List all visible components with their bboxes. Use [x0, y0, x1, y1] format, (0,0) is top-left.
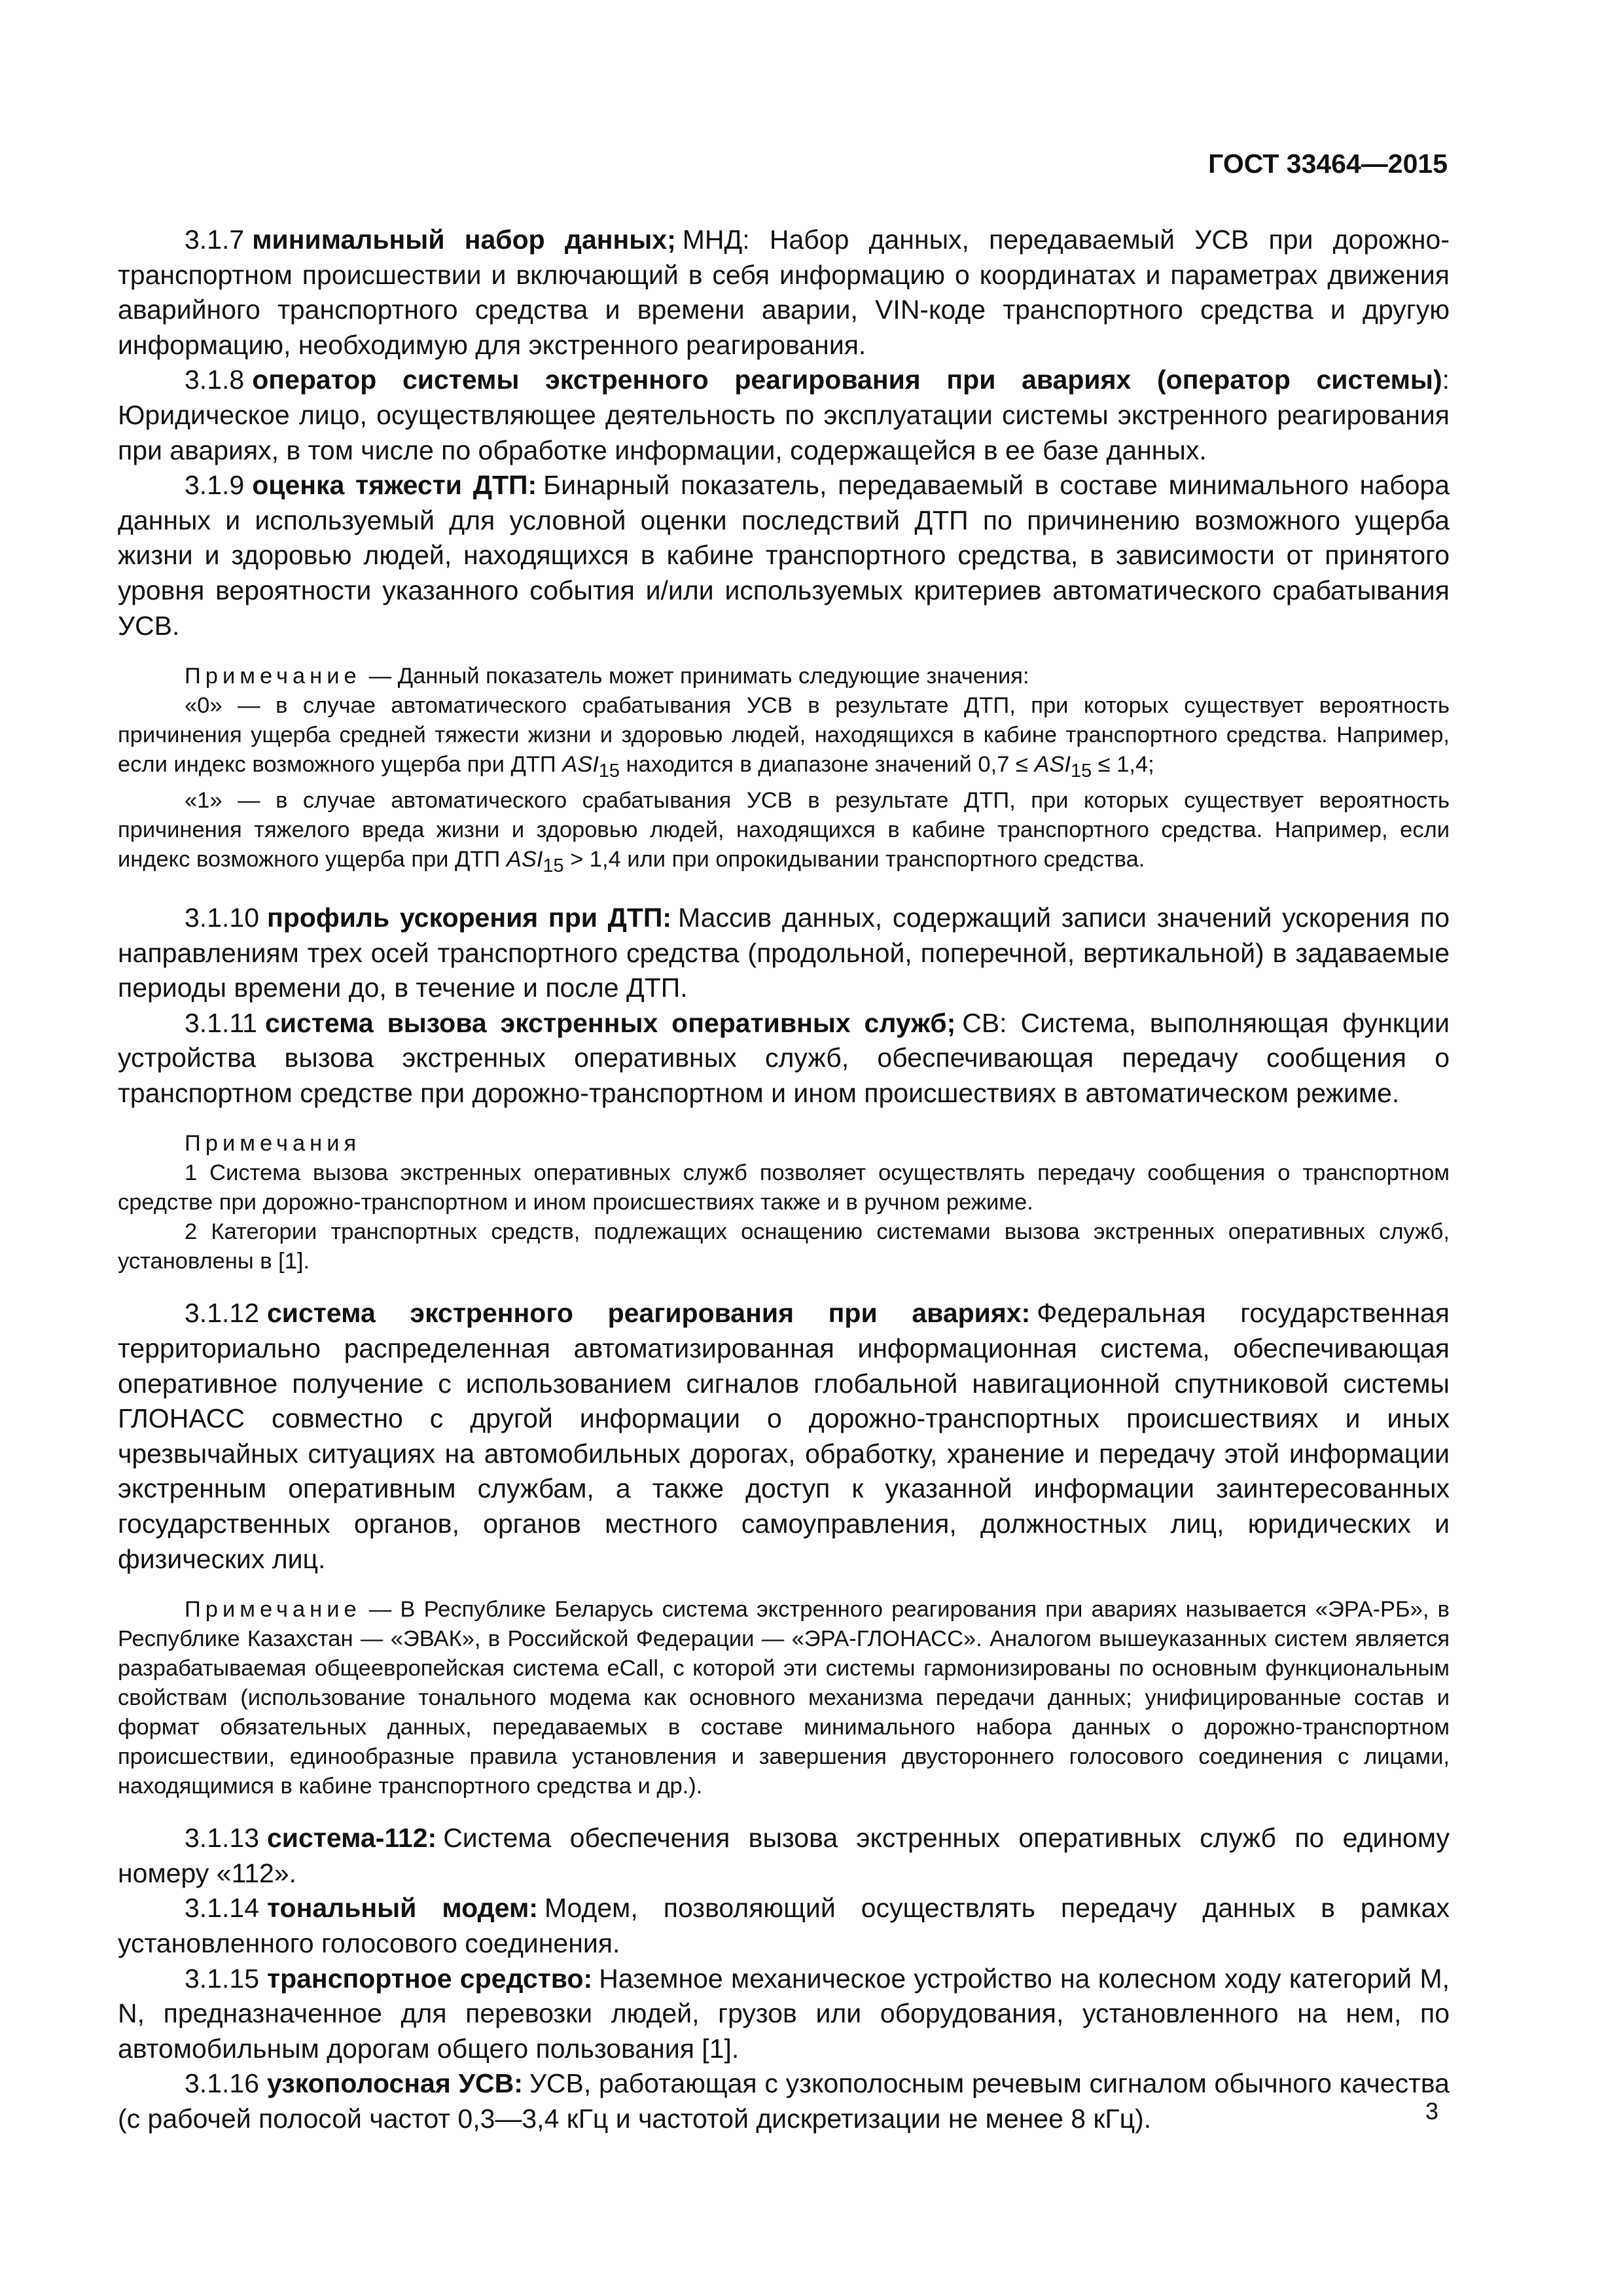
term-number: 3.1.11	[185, 1007, 257, 1038]
note-paragraph	[118, 1595, 1450, 1801]
term-name: система вызова экстренных оперативных служб;	[264, 1007, 956, 1038]
note-intro	[118, 662, 1450, 691]
note-value-1	[118, 786, 1450, 881]
term-number: 3.1.16	[185, 2068, 259, 2099]
document-body	[118, 223, 1450, 2137]
term-definition: Модем, позволяющий осуществлять передачу данных в рамках установленного голосового соединения.	[118, 1893, 1450, 1958]
note-3-1-9	[118, 662, 1450, 881]
term-definition: Федеральная государственная территориально распределенная автоматизированная информационная система, обеспечивающая оперативное получение с использованием сигналов глобальной навигационной спутниковой системы ГЛОНАСС совместно с другой информации о дорожно-транспортных происшествиях и иных чрезвычайных ситуациях на автомобильных дорогах, обработку, хранение и передачу этой информации экстренным оперативным службам, а также доступ к указанной информации заинтересованных государственных органов, органов местного самоуправления, должностных лиц, юридических и физических лиц.	[118, 1298, 1450, 1574]
term-3-1-9	[118, 468, 1450, 643]
term-name: оценка тяжести ДТП:	[252, 470, 537, 501]
term-name: узкополосная УСВ:	[267, 2068, 523, 2099]
note-text: ≤ 1,4;	[1097, 752, 1154, 778]
term-name: оператор системы экстренного реагирования при авариях (оператор системы)	[252, 365, 1442, 395]
term-number: 3.1.10	[185, 902, 259, 933]
note-item: 1 Система вызова экстренных оперативных служб позволяет осуществлять передачу сообщения о транспортном средстве при дорожно-транспортном и ином происшествиях также и в ручном режиме.	[118, 1160, 1450, 1215]
asi-subscript: 15	[598, 761, 620, 782]
note-label: Примечания	[185, 1131, 361, 1157]
term-number: 3.1.13	[185, 1823, 259, 1854]
term-definition: СВ: Система, выполняющая функции устройства вызова экстренных оперативных служб, обеспечивающая передачу сообщения о транспортном средстве при дорожно-транспортном и ином происшествиях в автоматическом режиме.	[118, 1007, 1450, 1108]
note-value-0	[118, 691, 1450, 786]
term-3-1-10	[118, 901, 1450, 1006]
note-text: находится в диапазоне значений 0,7 ≤	[626, 752, 1028, 778]
note-label: Примечание	[185, 664, 361, 689]
asi-symbol: ASI	[1034, 752, 1071, 778]
term-number: 3.1.12	[185, 1298, 259, 1329]
term-number: 3.1.9	[185, 470, 245, 501]
term-definition: Массив данных, содержащий записи значений ускорения по направлениям трех осей транспортного средства (продольной, поперечной, вертикальной) в задаваемые периоды времени до, в течение и после ДТП.	[118, 902, 1450, 1003]
note-text: > 1,4 или при опрокидывании транспортного средства.	[570, 847, 1145, 872]
term-name: система-112:	[267, 1823, 437, 1854]
document-header: ГОСТ 33464—2015	[1208, 149, 1448, 179]
note-text: — В Республике Беларусь система экстренного реагирования при авариях называется «ЭРА-РБ», в Республике Казахстан — «ЭВАК», в Российской Федерации — «ЭРА-ГЛОНАСС». Аналогом вышеуказанных систем является разрабатываемая общеевропейская система eCall, с которой эти системы гармонизированы по основным функциональным свойствам (использование тонального модема как основного механизма передачи данных; унифицированные состав и формат обязательных данных, передаваемых в составе минимального набора данных о дорожно-транспортном происшествии, единообразные правила установления и завершения двустороннего голосового соединения с лицами, находящимися в кабине транспортного средства и др.).	[118, 1597, 1450, 1799]
term-name: транспортное средство:	[267, 1963, 593, 1994]
term-definition: : Юридическое лицо, осуществляющее деятельность по эксплуатации системы экстренного реагирования при авариях, в том числе по обработке информации, содержащейся в ее базе данных.	[118, 365, 1450, 465]
term-definition: Бинарный показатель, передаваемый в составе минимального набора данных и используемый для условной оценки последствий ДТП по причинению возможного ущерба жизни и здоровью людей, находящихся в кабине транспортного средства, в зависимости от принятого уровня вероятности указанного события и/или используемых критериев автоматического срабатывания УСВ.	[118, 470, 1450, 641]
asi-symbol: ASI	[506, 847, 543, 872]
term-3-1-16	[118, 2066, 1450, 2136]
note-text: «0» — в случае автоматического срабатывания УСВ в результате ДТП, при которых существует вероятность причинения ущерба средней тяжести жизни и здоровью людей, находящихся в кабине транспортного средства. Например, если индекс возможного ущерба при ДТП	[118, 693, 1450, 778]
term-name: система экстренного реагирования при авариях:	[267, 1298, 1031, 1329]
term-number: 3.1.14	[185, 1893, 259, 1924]
note-3-1-12	[118, 1595, 1450, 1801]
note-item: 2 Категории транспортных средств, подлежащих оснащению системами вызова экстренных оперативных служб, установлены в [1].	[118, 1219, 1450, 1274]
asi-subscript: 15	[543, 855, 564, 876]
term-3-1-13	[118, 1821, 1450, 1891]
term-name: минимальный набор данных;	[252, 224, 676, 255]
term-3-1-12	[118, 1296, 1450, 1577]
term-number: 3.1.8	[185, 365, 245, 395]
term-name: профиль ускорения при ДТП:	[267, 902, 672, 933]
term-number: 3.1.7	[185, 224, 245, 255]
term-definition: МНД: Набор данных, передаваемый УСВ при дорожно-транспортном происшествии и включающий в себя информацию о координатах и параметрах движения аварийного транспортного средства и времени аварии, VIN-коде транспортного средства и другую информацию, необходимую для экстренного реагирования.	[118, 224, 1450, 360]
term-definition: УСВ, работающая с узкополосным речевым сигналом обычного качества (с рабочей полосой частот 0,3—3,4 кГц и частотой дискретизации не менее 8 кГц).	[118, 2068, 1450, 2134]
term-name: тональный модем:	[267, 1893, 538, 1924]
note-text: «1» — в случае автоматического срабатывания УСВ в результате ДТП, при которых существует вероятность причинения тяжелого вреда жизни и здоровью людей, находящихся в кабине транспортного средства. Например, если индекс возможного ущерба при ДТП	[118, 788, 1450, 872]
term-definition: Наземное механическое устройство на колесном ходу категорий M, N, предназначенное для перевозки людей, грузов или оборудования, установленного на нем, по автомобильным дорогам общего пользования [1].	[118, 1963, 1450, 2064]
note-label: Примечание	[185, 1597, 361, 1623]
term-definition: Система обеспечения вызова экстренных оперативных служб по единому номеру «112».	[118, 1823, 1450, 1888]
term-3-1-11	[118, 1006, 1450, 1111]
notes-3-1-11	[118, 1129, 1450, 1276]
term-number: 3.1.15	[185, 1963, 259, 1994]
notes-label	[118, 1129, 1450, 1158]
term-3-1-8	[118, 363, 1450, 468]
asi-symbol: ASI	[562, 752, 599, 778]
note-text: — Данный показатель может принимать следующие значения:	[368, 664, 1029, 689]
term-3-1-14	[118, 1891, 1450, 1961]
term-3-1-15	[118, 1962, 1450, 2067]
term-3-1-7	[118, 223, 1450, 363]
asi-subscript: 15	[1071, 761, 1092, 782]
page-number: 3	[1425, 2098, 1438, 2125]
